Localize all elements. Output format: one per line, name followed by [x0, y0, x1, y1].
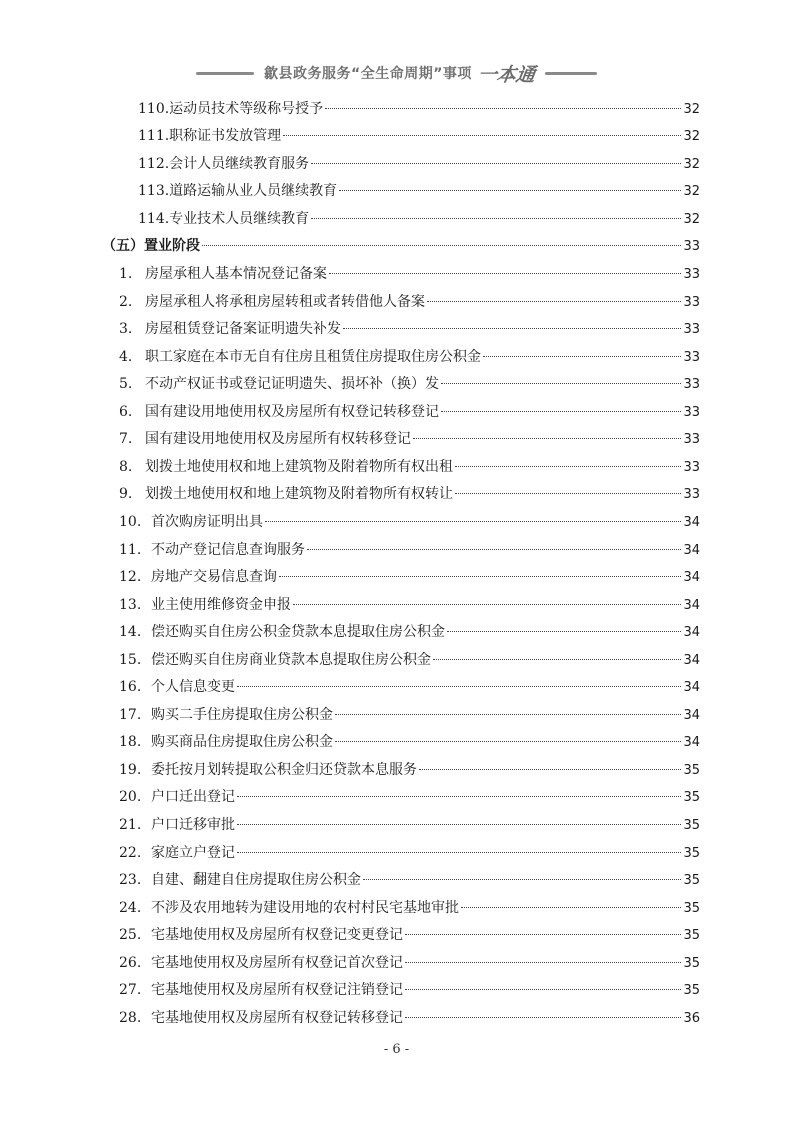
dot-leader	[455, 493, 681, 494]
dot-leader	[447, 631, 681, 632]
toc-entry[interactable]	[119, 482, 700, 506]
toc-entry-number: 22.	[119, 844, 142, 861]
toc-entry-number: 17.	[119, 706, 142, 723]
toc-entry-title: 宅基地使用权及房屋所有权登记变更登记	[151, 927, 403, 944]
toc-entry-page: 35	[683, 955, 700, 971]
toc-entry-number: 7.	[119, 431, 133, 448]
dot-leader	[279, 576, 681, 577]
toc-entry-page: 35	[683, 928, 700, 944]
toc-entry-title: 不动产权证书或登记证明遗失、损坏补（换）发	[145, 376, 439, 393]
toc-entry[interactable]	[119, 675, 700, 699]
toc-entry-title: 偿还购买自住房商业贷款本息提取住房公积金	[151, 651, 431, 668]
toc-entry[interactable]	[119, 510, 700, 534]
header-title: 歙县政务服务“全生命周期”事项	[264, 66, 472, 82]
toc-entry-page: 32	[683, 184, 700, 199]
toc-entry[interactable]	[119, 758, 700, 782]
toc-entry-title: 专业技术人员继续教育	[169, 211, 310, 227]
toc-entry-title: 户口迁移审批	[151, 817, 235, 833]
toc-entry[interactable]	[119, 868, 700, 892]
dot-leader	[237, 796, 681, 797]
dot-leader	[405, 1017, 681, 1018]
toc-entry[interactable]	[138, 152, 700, 176]
dot-leader	[405, 962, 681, 963]
toc-entry[interactable]	[138, 124, 700, 148]
page-header	[0, 60, 793, 86]
toc-entry-number: 5.	[119, 376, 133, 393]
toc-entry-number: 3.	[119, 321, 133, 338]
toc-entry-title: 购买商品住房提取住房公积金	[151, 734, 333, 751]
dot-leader	[413, 438, 681, 439]
toc-entry[interactable]	[119, 923, 700, 947]
dot-leader	[329, 273, 681, 274]
toc-entry-page: 34	[683, 570, 700, 586]
toc-entry-page: 32	[683, 157, 700, 172]
toc-entry-title: 宅基地使用权及房屋所有权登记转移登记	[151, 1009, 403, 1026]
toc-entry-number: 10.	[119, 513, 142, 530]
dot-leader	[311, 218, 681, 219]
toc-entry-title: 家庭立户登记	[151, 844, 235, 861]
dot-leader	[363, 879, 681, 880]
dot-leader	[441, 383, 681, 384]
toc-entry[interactable]	[119, 538, 700, 562]
dot-leader	[427, 301, 681, 302]
toc-entry-number: 25.	[119, 927, 142, 944]
dot-leader	[405, 934, 681, 935]
toc-entry[interactable]	[119, 262, 700, 286]
toc-entry-number: 6.	[119, 403, 133, 420]
toc-entry[interactable]	[138, 97, 700, 121]
toc-entry-page: 33	[683, 322, 700, 338]
dot-leader	[237, 824, 681, 825]
toc-entry-page: 34	[683, 597, 700, 613]
toc-entry-title: 房地产交易信息查询	[151, 569, 277, 586]
toc-entry-page: 35	[683, 983, 700, 999]
toc-entry-page: 35	[683, 900, 700, 916]
toc-entry[interactable]	[119, 813, 700, 837]
dot-leader	[283, 135, 681, 136]
toc-entry-title: 委托按月划转提取公积金归还贷款本息服务	[151, 761, 417, 778]
toc-entry-number: 16.	[119, 679, 142, 696]
toc-entry-number: 21.	[119, 817, 142, 833]
toc-entry-title: 房屋承租人将承租房屋转租或者转借他人备案	[145, 293, 425, 310]
dot-leader	[335, 714, 681, 715]
dot-leader	[343, 328, 681, 329]
toc-entry-page: 35	[683, 790, 700, 806]
header-brand-logo: 一本通	[476, 63, 537, 86]
toc-entry[interactable]	[119, 648, 700, 672]
dot-leader	[265, 521, 681, 522]
dot-leader	[339, 190, 681, 191]
toc-entry-page: 33	[683, 459, 700, 475]
toc-entry[interactable]	[119, 1006, 700, 1030]
toc-entry-page: 32	[683, 102, 700, 117]
toc-entry-number: 20.	[119, 789, 142, 806]
toc-entry-title: 不涉及农用地转为建设用地的农村村民宅基地审批	[151, 899, 459, 916]
toc-entry-title: 会计人员继续教育服务	[169, 156, 310, 172]
toc-entry-title: 职工家庭在本市无自有住房且租赁住房提取住房公积金	[145, 348, 481, 365]
toc-entry-title: 偿还购买自住房公积金贷款本息提取住房公积金	[151, 624, 445, 641]
dot-leader	[335, 741, 681, 742]
toc-entry[interactable]	[119, 951, 700, 975]
toc-entry-page: 32	[683, 212, 700, 227]
toc-entry-number: 4.	[119, 348, 133, 365]
dot-leader	[293, 604, 681, 605]
toc-entry-title: 宅基地使用权及房屋所有权登记首次登记	[151, 954, 403, 971]
toc-entry-number: 14.	[119, 624, 142, 641]
toc-entry-number: 18.	[119, 734, 142, 751]
dot-leader	[441, 411, 681, 412]
dot-leader	[311, 163, 681, 164]
section-page: 33	[683, 239, 700, 254]
dot-leader	[237, 852, 681, 853]
toc-entry-page: 32	[683, 129, 700, 144]
toc-entry[interactable]	[119, 427, 700, 451]
dot-leader	[405, 989, 681, 990]
dot-leader	[307, 549, 681, 550]
toc-entry-number: 2.	[119, 293, 133, 310]
dot-leader	[461, 907, 681, 908]
dot-leader	[483, 356, 681, 357]
toc-entry-number: 112.	[138, 156, 170, 172]
toc-entry-number: 11.	[119, 541, 142, 558]
toc-entry-number: 19.	[119, 761, 142, 778]
toc-entry-page: 33	[683, 349, 700, 365]
toc-entry-page: 35	[683, 873, 700, 889]
toc-entry-title: 首次购房证明出具	[151, 513, 263, 530]
toc-entry-page: 33	[683, 432, 700, 448]
toc-entry-title: 国有建设用地使用权及房屋所有权转移登记	[145, 431, 411, 448]
toc-entry[interactable]	[119, 785, 700, 809]
toc-entry-number: 12.	[119, 569, 142, 586]
toc-entry-page: 35	[683, 818, 700, 833]
toc-entry-title: 划拨土地使用权和地上建筑物及附着物所有权出租	[145, 458, 453, 475]
toc-entry-title: 房屋承租人基本情况登记备案	[145, 266, 327, 282]
toc-entry-number: 1.	[119, 266, 133, 282]
toc-entry-title: 户口迁出登记	[151, 789, 235, 806]
toc-entry-page: 33	[683, 294, 700, 310]
header-rule-left	[196, 72, 254, 75]
toc-entry[interactable]	[119, 372, 700, 396]
toc-entry[interactable]	[119, 400, 700, 424]
toc-entry-number: 23.	[119, 872, 142, 889]
toc-entry[interactable]	[119, 290, 700, 314]
toc-entry[interactable]	[119, 978, 700, 1002]
toc-entry-number: 13.	[119, 596, 142, 613]
header-rule-right	[545, 72, 597, 75]
toc-entry[interactable]	[119, 317, 700, 341]
toc-entry-title: 个人信息变更	[151, 679, 235, 696]
toc-entry-page: 35	[683, 845, 700, 861]
dot-leader	[202, 245, 681, 246]
toc-entry-number: 9.	[119, 486, 133, 503]
toc-entry-page: 36	[683, 1010, 700, 1026]
dot-leader	[455, 466, 681, 467]
toc-section-heading[interactable]	[102, 234, 700, 258]
toc-entry-number: 26.	[119, 954, 142, 971]
toc-entry-title: 道路运输从业人员继续教育	[169, 183, 338, 199]
toc-entry-page: 34	[683, 707, 700, 723]
dot-leader	[419, 769, 681, 770]
toc-entry-title: 职称证书发放管理	[169, 128, 282, 144]
toc-entry-page: 35	[683, 762, 700, 778]
toc-entry-number: 113.	[138, 183, 170, 199]
section-title: （五）置业阶段	[102, 238, 200, 254]
toc-entry[interactable]	[119, 455, 700, 479]
toc-entry[interactable]	[119, 593, 700, 617]
toc-entry-title: 宅基地使用权及房屋所有权登记注销登记	[151, 982, 403, 999]
toc-entry-title: 国有建设用地使用权及房屋所有权登记转移登记	[145, 403, 439, 420]
toc-entry-page: 33	[683, 487, 700, 503]
dot-leader	[237, 686, 681, 687]
dot-leader	[325, 108, 681, 109]
toc-entry-page: 34	[683, 514, 700, 530]
toc-entry-page: 34	[683, 542, 700, 558]
toc-entry-title: 购买二手住房提取住房公积金	[151, 706, 333, 723]
toc-entry-title: 房屋租赁登记备案证明遗失补发	[145, 321, 341, 338]
toc-entry-number: 110.	[138, 101, 170, 117]
toc-entry[interactable]	[138, 207, 700, 231]
toc-entry-number: 24.	[119, 899, 142, 916]
toc-entry-title: 划拨土地使用权和地上建筑物及附着物所有权转让	[145, 486, 453, 503]
toc-entry[interactable]	[119, 896, 700, 920]
toc-entry-number: 27.	[119, 982, 142, 999]
toc-entry-page: 34	[683, 680, 700, 696]
toc-entry[interactable]	[138, 179, 700, 203]
toc-entry[interactable]	[119, 730, 700, 754]
dot-leader	[433, 659, 681, 660]
toc-entry-title: 不动产登记信息查询服务	[151, 541, 305, 558]
toc-entry-number: 114.	[138, 211, 170, 227]
toc-entry-number: 28.	[119, 1009, 142, 1026]
toc-entry[interactable]	[119, 841, 700, 865]
toc-entry-title: 自建、翻建自住房提取住房公积金	[151, 872, 361, 889]
toc-entry[interactable]	[119, 565, 700, 589]
toc-entry-title: 运动员技术等级称号授予	[169, 101, 324, 117]
toc-entry-number: 15.	[119, 651, 142, 668]
toc-entry-page: 33	[683, 267, 700, 282]
toc-entry-page: 34	[683, 735, 700, 751]
toc-entry-number: 111.	[138, 128, 170, 144]
toc-entry-number: 8.	[119, 458, 133, 475]
page-number: - 6 -	[383, 1042, 410, 1057]
toc-entry-title: 业主使用维修资金申报	[151, 596, 291, 613]
toc-entry[interactable]	[119, 345, 700, 369]
toc-entry-page: 34	[683, 625, 700, 641]
toc-entry[interactable]	[119, 703, 700, 727]
toc-entry[interactable]	[119, 620, 700, 644]
toc-entry-page: 34	[683, 652, 700, 668]
toc-entry-page: 33	[683, 404, 700, 420]
toc-entry-page: 33	[683, 377, 700, 393]
